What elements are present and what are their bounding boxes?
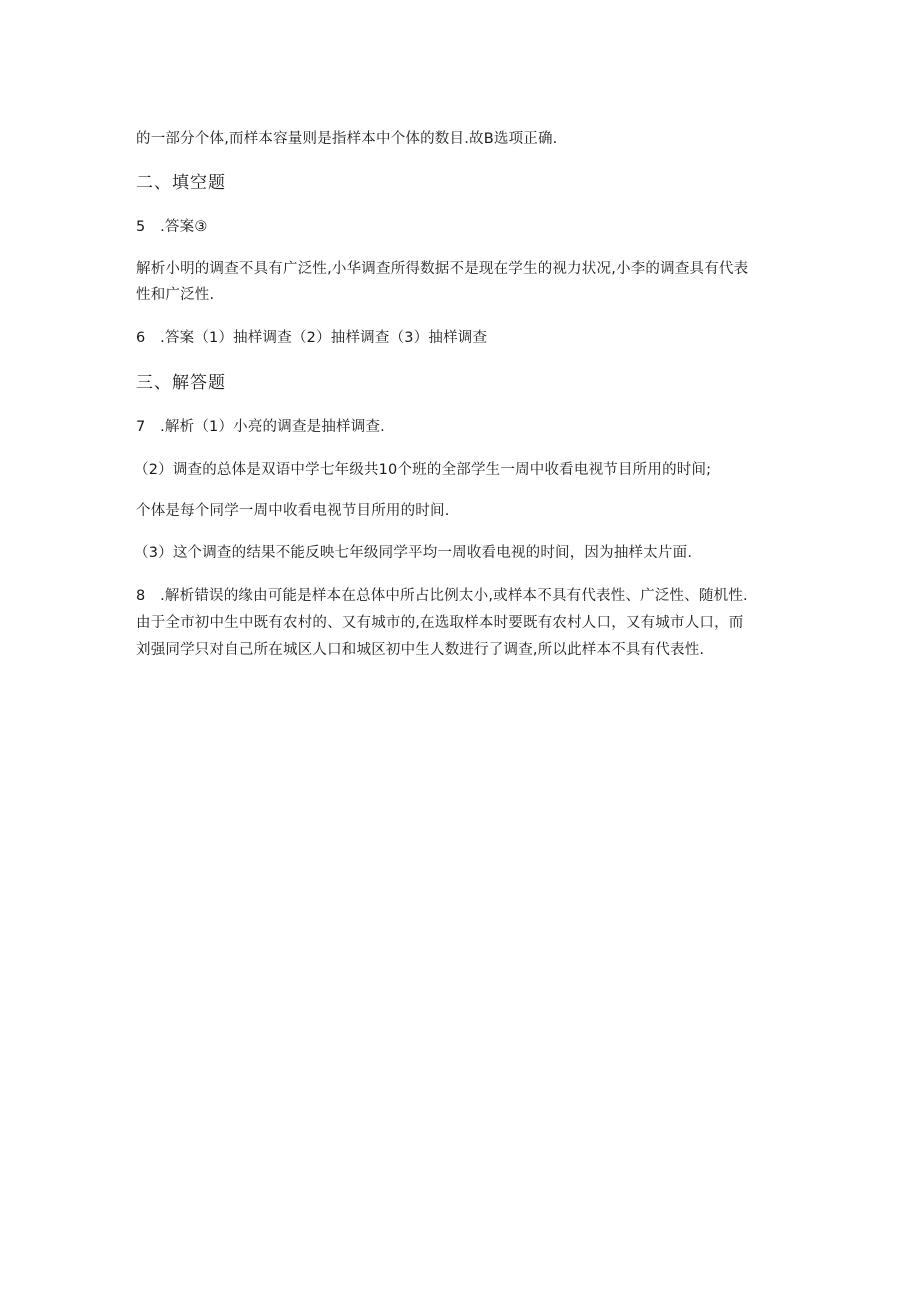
section-heading-fill-in: 二、填空题 — [136, 173, 226, 193]
q8-line-2: 由于全市初中生中既有农村的、又有城市的,在选取样本时要既有农村人口，又有城市人口，而 — [136, 615, 744, 631]
q7-line-2: （2）调查的总体是双语中学七年级共10个班的全部学生一周中收看电视节目所用的时间; — [134, 462, 712, 478]
q7-line-1: 7 .解析（1）小亮的调查是抽样调查. — [136, 419, 385, 435]
q7-line-3: 个体是每个同学一周中收看电视节目所用的时间. — [136, 503, 450, 519]
q5-analysis-line-2: 性和广泛性. — [136, 287, 215, 303]
q6-answer: 6 .答案（1）抽样调查（2）抽样调查（3）抽样调查 — [136, 330, 488, 346]
q7-line-4: （3）这个调查的结果不能反映七年级同学平均一周收看电视的时间，因为抽样太片面. — [134, 545, 693, 561]
q8-line-3: 刘强同学只对自己所在城区人口和城区初中生人数进行了调查,所以此样本不具有代表性. — [136, 642, 705, 658]
section-heading-solutions: 三、解答题 — [136, 373, 226, 393]
q5-answer: 5 .答案③ — [136, 219, 208, 235]
continuation-text: 的一部分个体,而样本容量则是指样本中个体的数目.故B选项正确. — [136, 131, 558, 147]
q8-line-1: 8 .解析错误的缘由可能是样本在总体中所占比例太小,或样本不具有代表性、广泛性、随机性. — [136, 588, 748, 604]
q5-analysis-line-1: 解析小明的调查不具有广泛性,小华调查所得数据不是现在学生的视力状况,小李的调查具有代表 — [136, 261, 749, 277]
